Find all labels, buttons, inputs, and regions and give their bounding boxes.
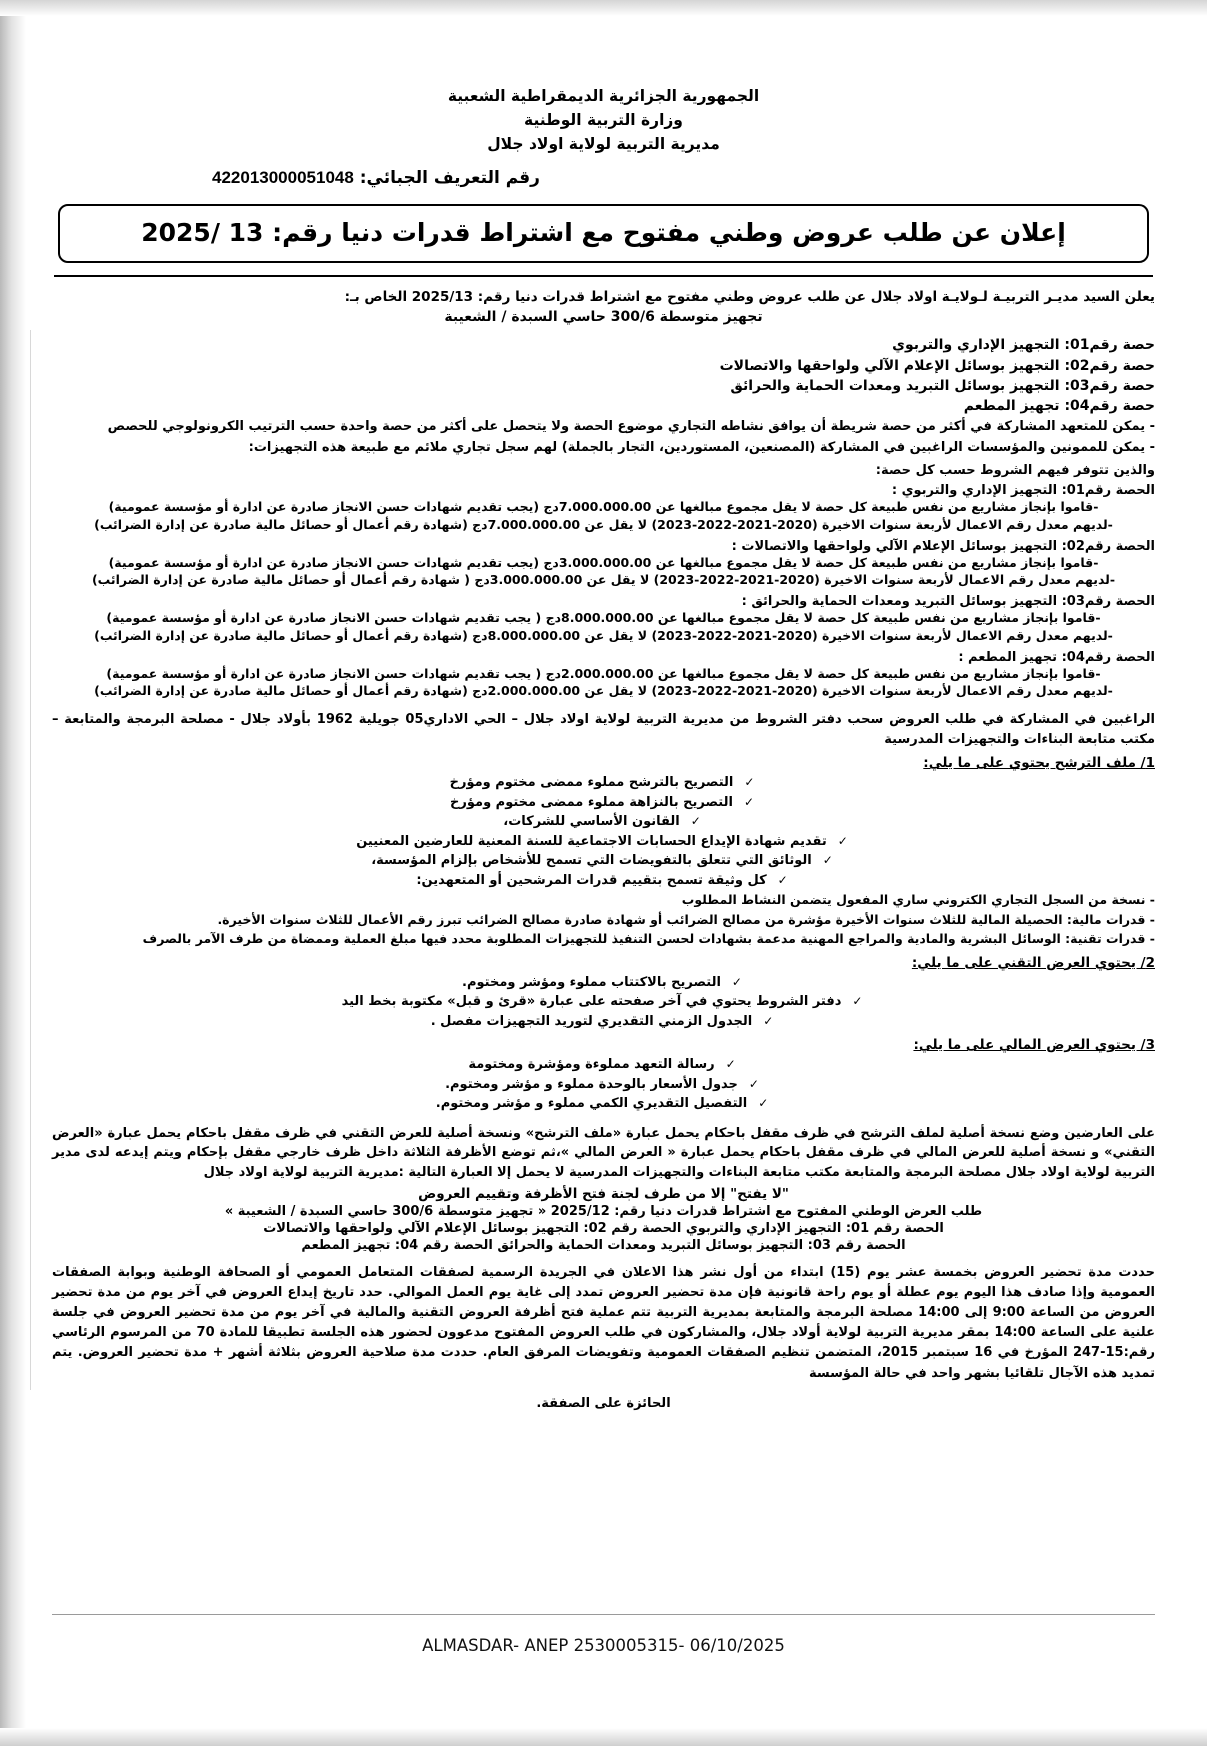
condition-group xyxy=(52,650,1155,701)
condition-group xyxy=(52,594,1155,645)
list-item-label: القانون الأساسي للشركات، xyxy=(503,814,680,830)
lot-item: حصة رقم03: التجهيز بوسائل التبريد ومعدات الحماية والحرائق xyxy=(730,377,1155,394)
list-item-label: رسالة التعهد مملوءة ومؤشرة ومختومة xyxy=(468,1057,715,1073)
section-heading: 2/ يحتوي العرض التقني على ما يلي: xyxy=(911,954,1155,971)
list-item-label: التفصيل التقديري الكمي مملوء و مؤشر ومختوم. xyxy=(435,1096,748,1112)
condition-line: -لديهم معدل رقم الاعمال لأربعة سنوات الاخيرة (2020-2021-2022-2023) لا يقل عن 3.000.000.00دج ( شهادة رقم أعمال أو حصائل مالية صادرة عن إدارة الضرائب) xyxy=(91,572,1116,588)
withdrawal-paragraph: الراغبين في المشاركة في طلب العروض سحب دفتر الشروط من مديرية التربية لولاية اولاد جلال – الحي الاداري05 جويلية 1962 بأولاد جلال - مصلحة البرمجة والمتابعة – مكتب متابعة البناءات والتجهيزات المدرسية xyxy=(52,712,1155,747)
condition-heading: الحصة رقم02: التجهيز بوسائل الإعلام الآلي ولواحقها والاتصالات : xyxy=(731,538,1155,554)
section-technical-offer xyxy=(52,955,1155,1032)
letterhead-directorate: مديرية التربية لولاية اولاد جلال xyxy=(487,135,720,154)
check-icon: ✓ xyxy=(690,814,701,829)
condition-line: -قاموا بإنجاز مشاريع من نفس طبيعة كل حصة لا يقل مجموع مبالغها عن 2.000.000.00دج ( يجب تقديم شهادات حسن الانجاز صادرة عن ادارة أو مؤسسة عمومية) xyxy=(106,665,1101,681)
section-items xyxy=(52,773,1155,890)
tender-reference-line: طلب العرض الوطني المفتوح مع اشتراط قدرات دنيا رقم: 2025/12 « تجهيز متوسطة 300/6 حاسي السبدة / الشعيبة » xyxy=(224,1203,983,1219)
intro-subject: تجهيز متوسطة 300/6 حاسي السبدة / الشعيبة xyxy=(444,309,763,326)
section-extra-line: - نسخة من السجل التجاري الكتروني ساري المفعول يتضمن النشاط المطلوب xyxy=(681,892,1155,908)
list-item-label: الوثائق التي تتعلق بالتفويضات التي تسمح للأشخاص بإلزام المؤسسة، xyxy=(371,853,812,869)
list-item xyxy=(52,851,1155,871)
list-item xyxy=(52,871,1155,891)
list-item-label: كل وثيقة تسمح بتقييم قدرات المرشحين أو المتعهدين: xyxy=(416,872,767,888)
closing-last-line: الحائزة على الصفقة. xyxy=(536,1395,671,1411)
check-icon: ✓ xyxy=(852,994,863,1009)
list-item-label: تقديم شهادة الإيداع الحسابات الاجتماعية للسنة المعنية للعارضين المعنيين xyxy=(356,833,827,849)
list-item-label: الجدول الزمني التقديري لتوريد التجهيزات مفصل . xyxy=(430,1013,753,1029)
section-financial-offer xyxy=(52,1037,1155,1114)
conditions-intro: والذين تتوفر فيهم الشروط حسب كل حصة: xyxy=(875,463,1155,479)
envelope-instructions: على العارضين وضع نسخة أصلية لملف الترشح في ظرف مقفل باحكام يحمل عبارة «ملف الترشح» ونسخة أصلية للعرض التقني في ظرف مقفل باحكام يحمل عبارة «العرض التقني» و نسخة أصلية للعرض المالي في ظرف مقفل باحكام يحمل عبارة « العرض المالي »،ثم توضع الأظرفة الثلاثة داخل ظرف خارجي مقفل بإحكام ويتم إيدعه لدى مدير التربية لولاية اولاد جلال مصلحة البرمجة والمتابعة مكتب متابعة البناءات والتجهيزات المدرسية لا يحمل إلا العبارة التالية :مديرية التربية لولاية اولاد جلال xyxy=(52,1125,1155,1181)
lots-list xyxy=(52,335,1155,416)
list-item-label: جدول الأسعار بالوحدة مملوء و مؤشر ومختوم. xyxy=(445,1076,738,1092)
footer-divider xyxy=(52,1614,1155,1615)
check-icon: ✓ xyxy=(731,974,742,989)
scan-edge-top xyxy=(0,0,1207,16)
intro-paragraph: يعلن السيد مديـر التربيـة لـولايـة اولاد جلال عن طلب عروض وطني مفتوح مع اشتراط قدرات دنيا رقم: 2025/13 الخاص بـ: xyxy=(344,289,1155,306)
condition-line: -قاموا بإنجاز مشاريع من نفس طبيعة كل حصة لا يقل مجموع مبالغها عن 3.000.000.00دج (يجب تقديم شهادات حسن الانجاز صادرة عن ادارة أو مؤسسة عمومية) xyxy=(108,554,1099,570)
scan-edge-left xyxy=(0,0,26,1746)
check-icon: ✓ xyxy=(822,853,833,868)
tax-id-label: رقم التعريف الجبائي: xyxy=(359,168,540,189)
check-icon: ✓ xyxy=(758,1096,769,1111)
section-application-file xyxy=(52,755,1155,949)
check-icon: ✓ xyxy=(744,775,755,790)
list-item-label: التصريح بالترشح مملوء ممضى مختوم ومؤرخ xyxy=(449,775,734,791)
condition-group xyxy=(52,539,1155,590)
list-item-label: التصريح بالاكتتاب مملوء ومؤشر ومختوم. xyxy=(462,974,721,990)
announcement-title-box xyxy=(58,204,1149,263)
check-icon: ✓ xyxy=(743,794,754,809)
list-item xyxy=(52,992,1155,1012)
condition-line: -لديهم معدل رقم الاعمال لأربعة سنوات الاخيرة (2020-2021-2022-2023) لا يقل عن 8.000.000.00دج (شهادة رقم أعمال أو حصائل مالية صادرة عن إدارة الضرائب) xyxy=(94,627,1113,643)
list-item xyxy=(52,812,1155,832)
condition-line: -لديهم معدل رقم الاعمال لأربعة سنوات الاخيرة (2020-2021-2022-2023) لا يقل عن 2.000.000.00دج (شهادة رقم أعمال أو حصائل مالية صادرة عن إدارة الضرائب) xyxy=(94,683,1113,699)
condition-line: -قاموا بإنجاز مشاريع من نفس طبيعة كل حصة لا يقل مجموع مبالغها عن 7.000.000.00دج (يجب تقديم شهادات حسن الانجاز صادرة عن ادارة أو مؤسسة عمومية) xyxy=(108,499,1099,515)
closing-paragraph: حددت مدة تحضير العروض بخمسة عشر يوم (15) ابتداء من أول نشر هذا الاعلان في الجريدة الرسمية لصفقات المتعامل العمومي أو الصحافة الوطنية وبوابة الصفقات العمومية وإذا صادف هذا اليوم يوم عطلة أو يوم راحة قانونية فإن مدة تحضير العروض تمدد إلى غاية يوم العمل الموالي. حدد تاريخ إيداع العروض في آخر يوم من مدة تحضير العروض من الساعة 9:00 إلى 14:00 مصلحة البرمجة والمتابعة بمديرية التربية تتم عملية فتح أظرفة العروض التقنية والمالية في آخر يوم من مدة تحضير العروض في جلسة علنية على الساعة 14:00 بمقر مديرية التربية لولاية أولاد جلال، والمشاركون في طلب العروض المفتوح مدعوون لحضور هذه الجلسة تطبيقا للمادة 70 من المرسوم الرئاسي رقم:15-247 المؤرخ في 16 سبتمبر 2015، المتضمن تنظيم الصفقات العمومية وتفويضات المرفق العام. حددت مدة صلاحية العروض بثلاثة أشهر + مدة تحضير العروض. يتم تمديد هذه الآجال تلقائيا بشهر واحد في حالة المؤسسة xyxy=(52,1264,1155,1381)
check-icon: ✓ xyxy=(748,1076,759,1091)
tax-id-line xyxy=(52,168,1155,188)
section-extra-line: - قدرات تقنية: الوسائل البشرية والمادية والمراجع المهنية مدعمة بشهادات لحسن التنفيذ للتجهيزات المطلوبة محدد فيها مبلغ العملية وممضاة من طرف الآمر بالصرف xyxy=(142,931,1155,947)
list-item xyxy=(52,832,1155,852)
condition-group xyxy=(52,483,1155,534)
list-item-label: دفتر الشروط يحتوي في آخر صفحته على عبارة «قرئ و قبل» مكتوبة بخط اليد xyxy=(341,994,842,1010)
condition-heading: الحصة رقم03: التجهيز بوسائل التبريد ومعدات الحماية والحرائق : xyxy=(741,594,1155,610)
letterhead-ministry: وزارة التربية الوطنية xyxy=(524,111,683,130)
list-item xyxy=(52,773,1155,793)
list-item-label: التصريح بالنزاهة مملوء ممضى مختوم ومؤرخ xyxy=(450,794,733,810)
participation-note: - يمكن للمتعهد المشاركة في أكثر من حصة شريطة أن يوافق نشاطه التجاري موضوع الحصة ولا يتحصل على أكثر من حصة واحدة حسب الترتيب الكرونولوجي للحصص xyxy=(107,419,1155,435)
lots-recap-line: الحصة رقم 03: التجهيز بوسائل التبريد ومعدات الحماية والحرائق الحصة رقم 04: تجهيز المطعم xyxy=(301,1237,906,1253)
sealed-envelope-notice: "لا يفتح" إلا من طرف لجنة فتح الأظرفة وتقييم العروض xyxy=(418,1185,789,1202)
lot-item: حصة رقم04: تجهيز المطعم xyxy=(963,398,1155,415)
section-items xyxy=(52,973,1155,1032)
list-item xyxy=(52,1055,1155,1075)
list-item xyxy=(52,1075,1155,1095)
conditions-block xyxy=(52,483,1155,700)
scan-fold-line xyxy=(30,330,31,1390)
condition-line: -لديهم معدل رقم الاعمال لأربعة سنوات الاخيرة (2020-2021-2022-2023) لا يقل عن 7.000.000.00دج (شهادة رقم أعمال أو حصائل مالية صادرة عن إدارة الضرائب) xyxy=(94,516,1113,532)
condition-heading: الحصة رقم04: تجهيز المطعم : xyxy=(958,649,1155,665)
check-icon: ✓ xyxy=(777,872,788,887)
tax-id-value: 422013000051048 xyxy=(212,168,354,188)
list-item xyxy=(52,1012,1155,1032)
announcement-title: إعلان عن طلب عروض وطني مفتوح مع اشتراط قدرات دنيا رقم: 13 /2025 xyxy=(141,218,1066,248)
condition-line: -قاموا بإنجاز مشاريع من نفس طبيعة كل حصة لا يقل مجموع مبالغها عن 8.000.000.00دج ( يجب تقديم شهادات حسن الانجاز صادرة عن ادارة أو مؤسسة عمومية) xyxy=(106,610,1101,626)
condition-heading: الحصة رقم01: التجهيز الإداري والتربوي : xyxy=(891,483,1155,499)
check-icon: ✓ xyxy=(725,1057,736,1072)
letterhead xyxy=(52,84,1155,156)
lot-item: حصة رقم02: التجهيز بوسائل الإعلام الآلي ولواحقها والاتصالات xyxy=(719,357,1155,374)
check-icon: ✓ xyxy=(763,1013,774,1028)
lots-recap-line: الحصة رقم 01: التجهيز الإداري والتربوي الحصة رقم 02: التجهيز بوسائل الإعلام الآلي ولواحقها والاتصالات xyxy=(263,1220,944,1236)
footer-reference: ALMASDAR- ANEP 2530005315- 06/10/2025 xyxy=(422,1636,785,1655)
list-item xyxy=(52,973,1155,993)
letterhead-country: الجمهورية الجزائرية الديمقراطية الشعبية xyxy=(447,87,760,105)
scan-edge-bottom xyxy=(0,1728,1207,1746)
section-heading: 3/ يحتوي العرض المالي على ما يلي: xyxy=(913,1037,1155,1054)
lot-item: حصة رقم01: التجهيز الإداري والتربوي xyxy=(892,337,1155,354)
section-extra-line: - قدرات مالية: الحصيلة المالية للثلاث سنوات الأخيرة مؤشرة من مصالح الضرائب أو شهادة صادرة مصالح الضرائب تبرز رقم الأعمال للثلاث سنوات الأخيرة. xyxy=(217,911,1155,927)
document-content xyxy=(52,36,1155,1414)
participation-note: - يمكن للممونين والمؤسسات الراغبين في المشاركة (المصنعين، المستوردين، التجار بالجملة) لهم سجل تجاري ملائم مع طبيعة هذه التجهيزات: xyxy=(248,440,1155,456)
list-item xyxy=(52,1094,1155,1114)
divider-rule xyxy=(54,275,1153,277)
section-items xyxy=(52,1055,1155,1114)
section-heading: 1/ ملف الترشح يحتوي على ما يلي: xyxy=(923,755,1155,772)
check-icon: ✓ xyxy=(837,833,848,848)
list-item xyxy=(52,793,1155,813)
